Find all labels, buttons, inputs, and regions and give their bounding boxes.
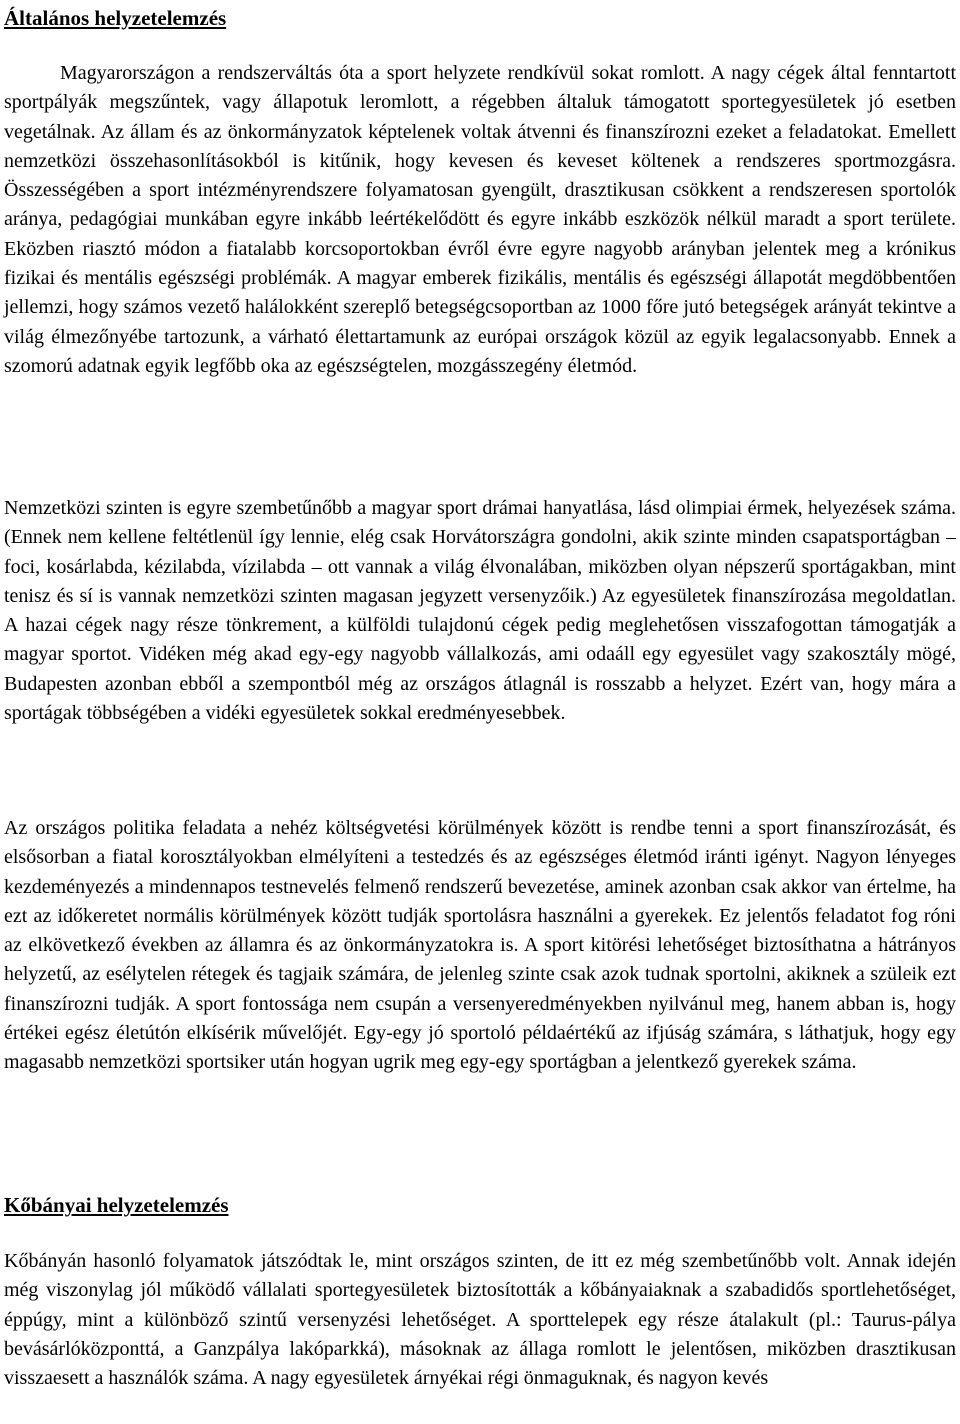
paragraph-international-decline: Nemzetközi szinten is egyre szembetűnőbb a magyar sport drámai hanyatlása, lásd olimpiai érmek, helyezések száma. (Ennek nem kellene feltétlenül így lennie, elég csak Horvátországra gondolni, akik szinte minden csapatsportágban – foci, kosárlabda, kézilabda, vízilabda – ott vannak a világ élvonalában, miközben olyan népszerű sportágakban, mint tenisz és sí is vannak nemzetközi szinten magasan jegyzett versenyzőik.) Az egyesületek finanszírozása megoldatlan. A hazai cégek nagy része tönkrement, a külföldi tulajdonú cégek pedig meglehetősen visszafogottan támogatják a magyar sportot. Vidéken még akad egy-egy nagyobb vállalkozás, ami odaáll egy egyesület vagy szakosztály mögé, Budapesten azonban ebből a szempontból még az országos átlagnál is rosszabb a helyzet. Ezért van, hogy mára a sportágak többségében a vidéki egyesületek sokkal eredményesebbek. (4, 497, 956, 725)
paragraph-national-policy: Az országos politika feladata a nehéz költségvetési körülmények között is rendbe tenni a sport finanszírozását, és elsősorban a fiatal korosztályokban elmélyíteni a testedzés és az egészséges életmód iránti igényt. Nagyon lényeges kezdeményezés a mindennapos testnevelés felmenő rendszerű bevezetése, aminek azonban csak akkor van értelme, ha ezt az időkeretet normális körülmények között tudják sportolásra használni a gyerekek. Ez jelentős feladatot fog róni az elkövetkező években az államra és az önkormányzatokra is. A sport kitörési lehetőséget biztosíthatna a hátrányos helyzetű, az esélytelen rétegek és tagjaik számára, de jelenleg szinte csak azok tudnak sportolni, akiknek a szüleik ezt finanszírozni tudják. A sport fontossága nem csupán a versenyeredményekben nyilvánul meg, hanem abban is, hogy értékei egész életútón elkísérik művelőjét. Egy-egy jó sportoló példaértékű az ifjúság számára, s láthatjuk, hogy egy magasabb nemzetközi sportsiker után hogyan ugrik meg egy-egy sportágban a jelentkező gyerekek száma. (4, 817, 956, 1074)
paragraph-kobanya-overview: Kőbányán hasonló folyamatok játszódtak le, mint országos szinten, de itt ez még szembetűnőbb volt. Annak idején még viszonylag jól működő vállalati sportegyesületek biztosították a kőbányaiaknak a szabadidős sportlehetőséget, éppúgy, mint a különböző szintű versenyzési lehetőséget. A sporttelepek egy része átalakult (pl.: Taurus-pálya bevásárlóközponttá, a Ganzpálya lakóparkká), másoknak az állaga romlott le jelentősen, miközben drasztikusan visszaesett a használók száma. A nagy egyesületek árnyékai régi önmaguknak, és nagyon kevés (4, 1250, 956, 1390)
section-heading-local: Kőbányai helyzetelemzés (4, 1193, 229, 1217)
section-heading-national: Általános helyzetelemzés (4, 6, 227, 30)
paragraph-national-overview: Magyarországon a rendszerváltás óta a sport helyzete rendkívül sokat romlott. A nagy cégek által fenntartott sportpályák megszűntek, vagy állapotuk leromlott, a régebben általuk támogatott sportegyesületek jó esetben vegetálnak. Az állam és az önkormányzatok képtelenek voltak átvenni és finanszírozni ezeket a feladatokat. Emellett nemzetközi összehasonlításokból is kitűnik, hogy kevesen és keveset költenek a rendszeres sportmozgásra. Összességében a sport intézményrendszere folyamatosan gyengült, drasztikusan csökkent a rendszeresen sportolók aránya, pedagógiai munkában egyre inkább leértékelődött és egyre inkább eszközök nélkül maradt a sport területe. Eközben riasztó módon a fiatalabb korcsoportokban évről évre egyre nagyobb arányban jelentek meg a krónikus fizikai és mentális egészségi problémák. A magyar emberek fizikális, mentális és egészségi állapotát megdöbbentően jellemzi, hogy számos vezető halálokként szereplő betegségcsoportban az 1000 főre jutó betegségek arányát tekintve a világ élmezőnyébe tartozunk, a várható élettartamunk az európai országok közül az egyik legalacsonyabb. Ennek a szomorú adatnak egyik legfőbb oka az egészségtelen, mozgásszegény életmód. (4, 62, 956, 377)
